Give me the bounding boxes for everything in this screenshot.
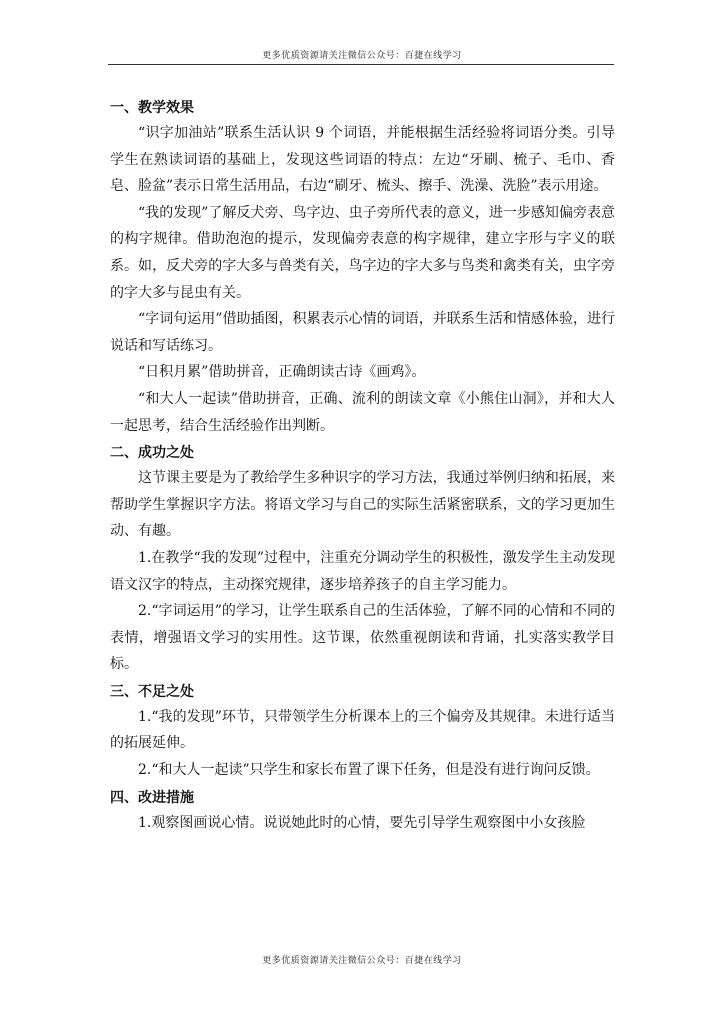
section-heading: 二、成功之处 [110,445,194,462]
paragraph: 1.观察图画说心情。说说她此时的心情，要先引导学生观察图中小女孩脸 [138,814,586,831]
paragraph: 2.“和大人一起读”只学生和家长布置了课下任务，但是没有进行询问反馈。 [138,762,600,779]
section-heading: 一、教学效果 [110,100,194,116]
paragraph: “和大人一起读”借助拼音，正确、流利的朗读文章《小熊住山洞》，并和大人一起思考，结合生活经验作出判断。 [110,390,615,434]
document-body [110,94,615,836]
paragraph: “字词句运用”借助插图，积累表示心情的词语，并联系生活和情感体验，进行说话和写话练习。 [110,311,615,354]
paragraph: 这节课主要是为了教给学生多种识字的学习方法，我通过举例归纳和拓展，来帮助学生掌握识字方法。将语文学习与自己的实际生活紧密联系，文的学习更加生动、有趣。 [110,470,615,540]
paragraph: 1.在教学“我的发现”过程中，注重充分调动学生的积极性，激发学生主动发现语文汉字的特点，主动探究规律，逐步培养孩子的自主学习能力。 [110,549,615,593]
page-header: 更多优质资源请关注微信公众号：百捷在线学习 [262,51,462,61]
section-improvements [110,784,615,837]
paragraph: 1.“我的发现”环节，只带领学生分析课本上的三个偏旁及其规律。未进行适当的拓展延伸。 [110,708,615,752]
section-shortcomings [110,678,615,784]
paragraph: “我的发现”了解反犬旁、鸟字边、虫子旁所代表的意义，进一步感知偏旁表意的构字规律。借助泡泡的提示，发现偏旁表意的构字规律，建立字形与字义的联系。如，反犬旁的字大多与兽类有关，鸟字边的字大多与鸟类和禽类有关，虫字旁的字大多与昆虫有关。 [110,204,615,301]
section-heading: 四、改进措施 [110,789,194,806]
paragraph: 2.“字词运用”的学习，让学生联系自己的生活体验，了解不同的心情和不同的表情，增强语文学习的实用性。这节课，依然重视朗读和背诵，扎实落实教学目标。 [110,603,615,673]
section-teaching-effect [110,94,615,439]
section-successes [110,439,615,678]
page-footer: 更多优质资源请关注微信公众号：百捷在线学习 [262,956,462,966]
section-heading: 三、不足之处 [110,683,194,700]
paragraph: “日积月累”借助拼音，正确朗读古诗《画鸡》。 [138,364,426,381]
paragraph: “识字加油站”联系生活认识 9 个词语，并能根据生活经验将词语分类。引导学生在熟读词语的基础上，发现这些词语的特点：左边“牙刷、梳子、毛巾、香皂、脸盆”表示日常生活用品，右边“刷牙、梳头、擦手、洗澡、洗脸”表示用途。 [110,125,615,195]
header-divider [108,64,614,65]
